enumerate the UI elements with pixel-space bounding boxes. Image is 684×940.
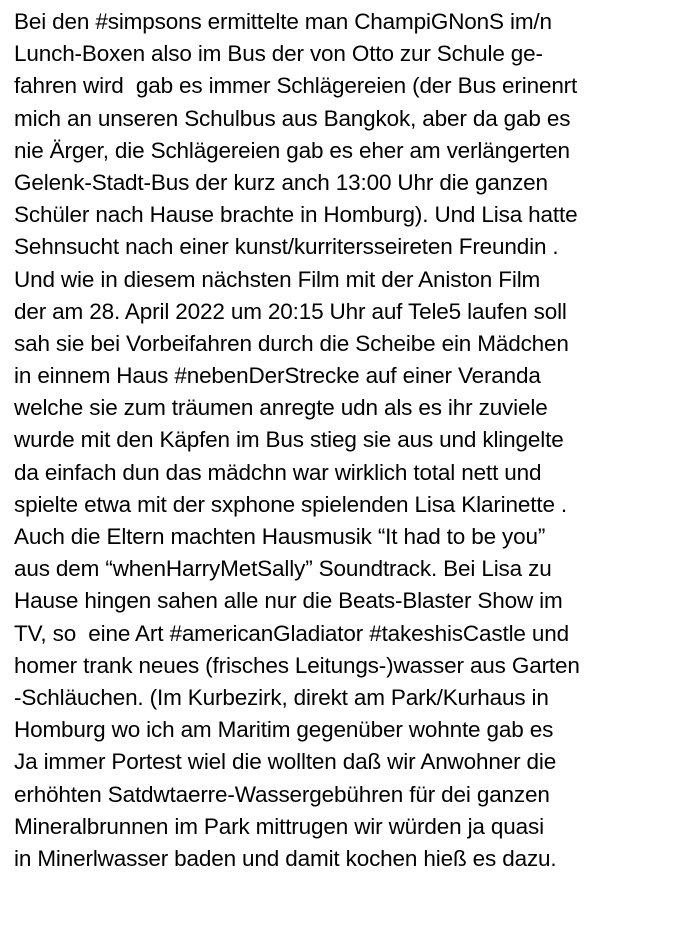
text-line: Bei den #simpsons ermittelte man ChampiGNonS im/n [14,9,552,34]
text-line: aus dem “whenHarryMetSally” Soundtrack. Bei Lisa zu [14,556,552,582]
text-line: erhöhten Satdwtaerre-Wassergebühren für dei ganzen [14,781,550,807]
text-line: spielte etwa mit der sxphone spielenden Lisa Klarinette . [14,491,568,517]
text-line: TV, so eine Art #americanGladiator #takeshisCastle und [14,620,569,646]
text-line: homer trank neues (frisches Leitungs-)wasser aus Garten [14,652,580,678]
text-line: wurde mit den Käpfen im Bus stieg sie aus und klingelte [14,427,564,453]
text-line: Und wie in diesem nächsten Film mit der Aniston Film [14,266,541,292]
text-line: sah sie bei Vorbeifahren durch die Scheibe ein Mädchen [14,330,569,356]
text-line: Homburg wo ich am Maritim gegenüber wohnte gab es [14,717,554,743]
text-line: fahren wird gab es immer Schlägereien (der Bus erinenrt [14,73,578,99]
text-line: Gelenk-Stadt-Bus der kurz anch 13:00 Uhr die ganzen [14,169,548,195]
text-line: nie Ärger, die Schlägereien gab es eher am verlängerten [14,137,570,163]
text-line: -Schläuchen. (Im Kurbezirk, direkt am Park/Kurhaus in [14,684,549,710]
text-line: in einnem Haus #nebenDerStrecke auf einer Veranda [14,363,541,389]
text-line: in Minerlwasser baden und damit kochen hieß es dazu. [14,845,557,871]
text-line: Ja immer Portest wiel die wollten daß wir Anwohner die [14,749,557,775]
text-line: Mineralbrunnen im Park mittrugen wir würden ja quasi [14,813,544,839]
text-line: da einfach dun das mädchn war wirklich total nett und [14,459,542,485]
text-line: Lunch-Boxen also im Bus der von Otto zur Schule ge- [14,41,543,67]
text-line: der am 28. April 2022 um 20:15 Uhr auf Tele5 laufen soll [14,298,567,324]
body-text [14,6,682,875]
text-line: Sehnsucht nach einer kunst/kurritersseireten Freundin . [14,234,559,260]
text-line: welche sie zum träumen anregte udn als es ihr zuviele [14,395,548,421]
text-line: Schüler nach Hause brachte in Homburg). Und Lisa hatte [14,202,578,228]
text-line: Auch die Eltern machten Hausmusik “It had to be you” [14,524,546,549]
text-line: Hause hingen sahen alle nur die Beats-Blaster Show im [14,588,563,614]
text-line: mich an unseren Schulbus aus Bangkok, aber da gab es [14,105,571,131]
